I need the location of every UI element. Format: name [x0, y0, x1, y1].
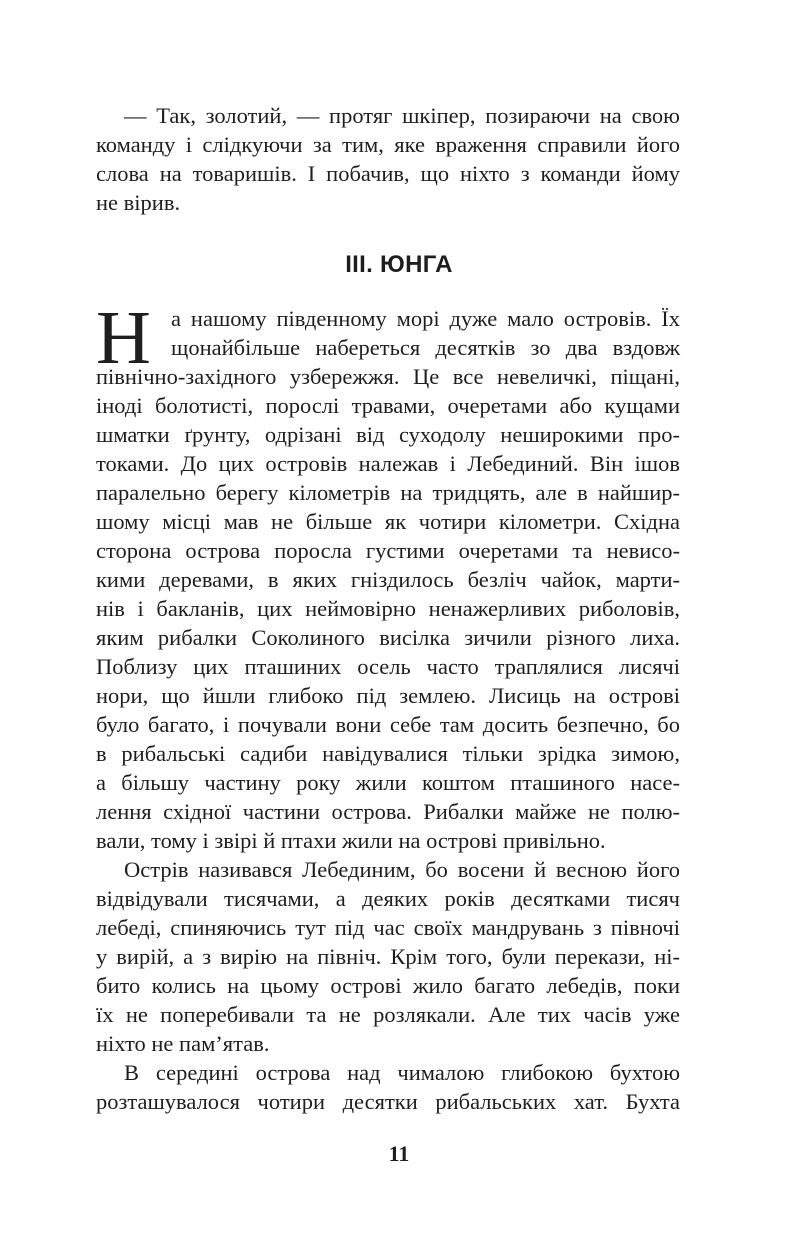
paragraph1-line: нів і бакланів, цих неймовірно ненажерливих риболовів, [96, 596, 680, 621]
paragraph1-line: іноді болотисті, порослі травами, очеретами або кущами [96, 393, 680, 418]
paragraph2-line: Острів називався Лебединим, бо восени й весною його [124, 857, 680, 882]
paragraph1-line: в рибальські садиби навідувалися тільки зрідка зимою, [96, 741, 680, 766]
paragraph1-line: сторона острова поросла густими очеретами та невисо- [96, 538, 680, 563]
paragraph1-line: а більшу частину року жили коштом пташиного насе- [96, 770, 680, 795]
paragraph1-line: а нашому південному морі дуже мало островів. Їх [171, 306, 680, 331]
paragraph2-line: у вирій, а з вирію на північ. Крім того, були перекази, ні- [96, 944, 680, 969]
paragraph1-line: кими деревами, в яких гніздилось безліч чайок, марти- [96, 567, 680, 592]
paragraph1-line: лення східної частини острова. Рибалки майже не полю- [96, 799, 680, 824]
paragraph1-line: вали, тому і звірі й птахи жили на острові привільно. [96, 828, 606, 853]
paragraph1-line: щонайбільше набереться десятків зо два вздовж [171, 335, 680, 360]
paragraph2-line: бито колись на цьому острові жило багато лебедів, поки [96, 973, 680, 998]
paragraph3-line: В середині острова над чималою глибокою бухтою [124, 1060, 680, 1085]
paragraph1-line: було багато, і почували вони себе там досить безпечно, бо [96, 712, 680, 737]
paragraph1-line: паралельно берегу кілометрів на тридцять, але в найшир- [96, 480, 680, 505]
paragraph2-line: ніхто не пам’ятав. [96, 1031, 270, 1056]
paragraph1-line: північно-західного узбережжя. Це все невеличкі, піщані, [96, 364, 680, 389]
paragraph2-line: відвідували тисячами, а деяких років десятками тисяч [96, 886, 680, 911]
paragraph1-line: яким рибалки Соколиного висілка зичили різного лиха. [96, 625, 680, 650]
paragraph1-line: шматки ґрунту, одрізані від суходолу неширокими про- [96, 422, 680, 447]
drop-cap: Н [96, 296, 151, 380]
paragraph1-line: Поблизу цих пташиних осель часто траплялися лисячі [96, 654, 680, 679]
paragraph1-line: шому місці мав не більше як чотири кілометри. Східна [96, 509, 680, 534]
chapter-title: ІІІ. ЮНГА [345, 251, 453, 278]
intro-line-3: слова на товаришів. І побачив, що ніхто з команди йому [96, 161, 680, 186]
paragraph3-line: розташувалося чотири десятки рибальських хат. Бухта [96, 1089, 680, 1114]
paragraph2-line: лебеді, спиняючись тут під час своїх мандрувань з півночі [96, 915, 680, 940]
intro-line-2: команду і слідкуючи за тим, яке враження справили його [96, 132, 680, 157]
page-number: 11 [388, 1141, 410, 1166]
paragraph1-line: нори, що йшли глибоко під землею. Лисиць на острові [96, 683, 680, 708]
paragraph1-line: токами. До цих островів належав і Лебединий. Він ішов [96, 451, 680, 476]
intro-line-1: — Так, золотий, — протяг шкіпер, позираючи на свою [124, 103, 680, 128]
intro-line-4: не вірив. [96, 190, 181, 215]
paragraph2-line: їх не поперебивали та не розлякали. Але тих часів уже [96, 1002, 680, 1027]
